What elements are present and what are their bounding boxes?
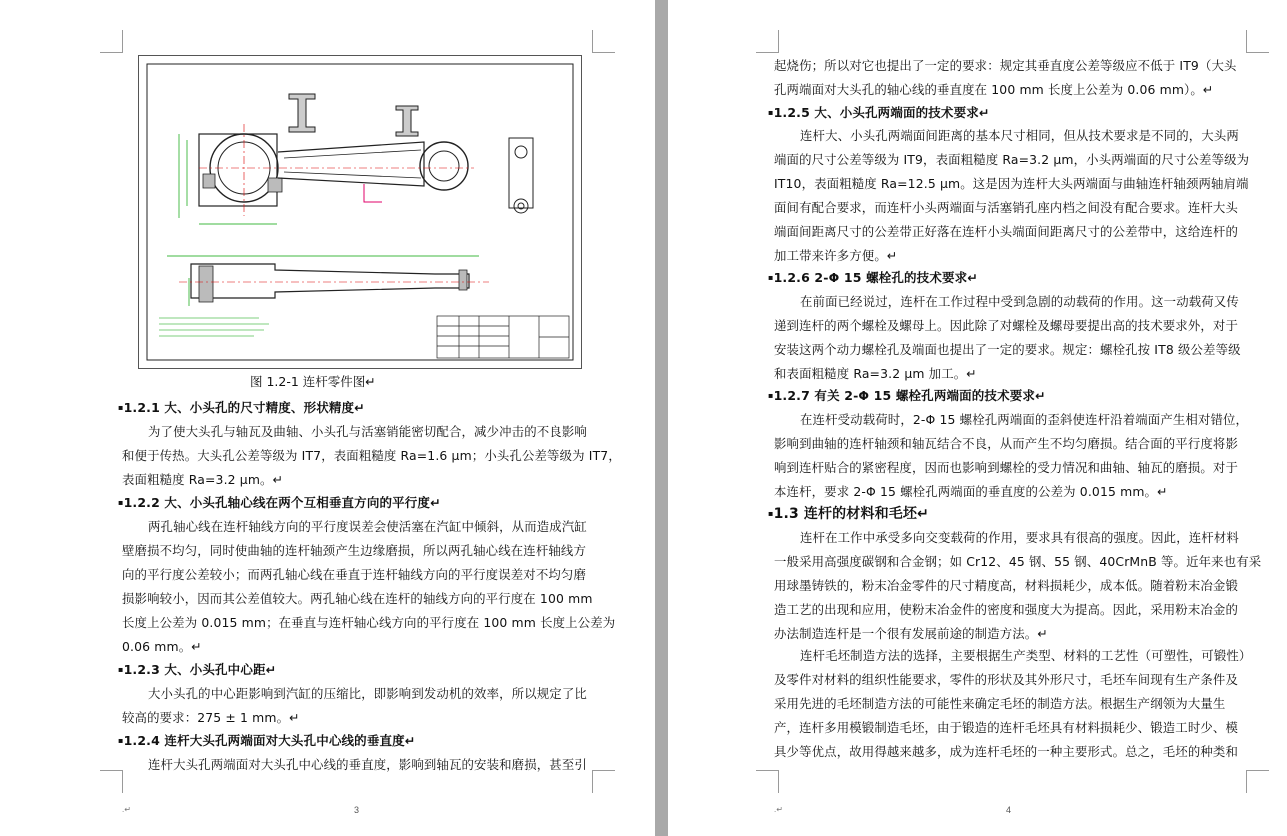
section-heading-1-2-1: ▪1.2.1 大、小头孔的尺寸精度、形状精度↵ bbox=[118, 400, 365, 415]
paragraph-line: 连杆在工作中承受多向交变载荷的作用，要求具有很高的强度。因此，连杆材料 bbox=[800, 530, 1239, 545]
paragraph-line: 本连杆，要求 2-Φ 15 螺栓孔两端面的垂直度的公差为 0.015 mm。↵ bbox=[774, 484, 1168, 499]
section-heading-1-2-5: ▪1.2.5 大、小头孔两端面的技术要求↵ bbox=[768, 105, 990, 120]
page-number: 4 bbox=[1006, 805, 1012, 815]
page-right bbox=[668, 0, 1287, 836]
paragraph-line: 连杆毛坯制造方法的选择，主要根据生产类型、材料的工艺性（可塑性，可锻性） bbox=[800, 648, 1252, 663]
paragraph-line: 向的平行度公差较小；而两孔轴心线在垂直于连杆轴线方向的平行度误差对不均匀磨 bbox=[122, 567, 587, 582]
page-number: 3 bbox=[354, 805, 360, 815]
corner-mark bbox=[100, 770, 123, 793]
corner-mark bbox=[592, 30, 615, 53]
paragraph-line: 0.06 mm。↵ bbox=[122, 639, 202, 654]
corner-mark bbox=[1246, 770, 1269, 793]
footer-mark: .↵ bbox=[774, 805, 783, 814]
corner-mark bbox=[756, 770, 779, 793]
section-heading-1-2-2: ▪1.2.2 大、小头孔轴心线在两个互相垂直方向的平行度↵ bbox=[118, 495, 441, 510]
section-heading-1-2-7: ▪1.2.7 有关 2-Φ 15 螺栓孔两端面的技术要求↵ bbox=[768, 388, 1046, 403]
connecting-rod-drawing bbox=[138, 55, 582, 369]
paragraph-line: 和表面粗糙度 Ra=3.2 μm 加工。↵ bbox=[774, 366, 977, 381]
paragraph-line: 面间有配合要求，而连杆小头两端面与活塞销孔座内档之间没有配合要求。连杆大头 bbox=[774, 200, 1239, 215]
paragraph-line: 损影响较小，因而其公差值较大。两孔轴心线在连杆的轴线方向的平行度在 100 mm bbox=[122, 591, 593, 606]
engineering-drawing-image bbox=[139, 56, 581, 368]
paragraph-line: 大小头孔的中心距影响到汽缸的压缩比，即影响到发动机的效率，所以规定了比 bbox=[148, 686, 587, 701]
paragraph-line: 用球墨铸铁的，粉末冶金零件的尺寸精度高，材料损耗少，成本低。随着粉末冶金锻 bbox=[774, 578, 1239, 593]
paragraph-line: 和便于传热。大头孔公差等级为 IT7，表面粗糙度 Ra=1.6 μm；小头孔公差等级为 IT7， bbox=[122, 448, 621, 463]
paragraph-line: 加工带来许多方便。↵ bbox=[774, 248, 898, 263]
paragraph-line: IT10，表面粗糙度 Ra=12.5 μm。这是因为连杆大头两端面与曲轴连杆轴颈两轴肩端 bbox=[774, 176, 1249, 191]
paragraph-line: 响到连杆贴合的紧密程度，因而也影响到螺栓的受力情况和曲轴、轴瓦的磨损。对于 bbox=[774, 460, 1239, 475]
paragraph-line: 两孔轴心线在连杆轴线方向的平行度误差会使活塞在汽缸中倾斜，从而造成汽缸 bbox=[148, 519, 587, 534]
paragraph-line: 采用先进的毛坯制造方法的可能性来确定毛坯的制造方法。根据生产纲领为大量生 bbox=[774, 696, 1226, 711]
paragraph-line: 具少等优点，故用得越来越多，成为连杆毛坯的一种主要形式。总之，毛坯的种类和 bbox=[774, 744, 1239, 759]
paragraph-line: 端面间距离尺寸的公差带正好落在连杆小头端面间距离尺寸的公差带中，这给连杆的 bbox=[774, 224, 1239, 239]
section-heading-1-3: ▪1.3 连杆的材料和毛坯↵ bbox=[768, 506, 929, 522]
paragraph-line: 表面粗糙度 Ra=3.2 μm。↵ bbox=[122, 472, 284, 487]
paragraph-line: 安装这两个动力螺栓孔及端面也提出了一定的要求。规定：螺栓孔按 IT8 级公差等级 bbox=[774, 342, 1241, 357]
corner-mark bbox=[1246, 30, 1269, 53]
paragraph-line: 一般采用高强度碳钢和合金钢；如 Cr12、45 钢、55 钢、40CrMnB 等。近年来也有采 bbox=[774, 554, 1262, 569]
paragraph-line: 在前面已经说过，连杆在工作过程中受到急剧的动载荷的作用。这一动载荷又传 bbox=[800, 294, 1239, 309]
paragraph-line: 连杆大头孔两端面对大头孔中心线的垂直度，影响到轴瓦的安装和磨损，甚至引 bbox=[148, 757, 587, 772]
corner-mark bbox=[100, 30, 123, 53]
paragraph-line: 为了使大头孔与轴瓦及曲轴、小头孔与活塞销能密切配合，减少冲击的不良影响 bbox=[148, 424, 587, 439]
paragraph-line: 端面的尺寸公差等级为 IT9，表面粗糙度 Ra=3.2 μm，小头两端面的尺寸公差等级为 bbox=[774, 152, 1250, 167]
paragraph-line: 较高的要求：275 ± 1 mm。↵ bbox=[122, 710, 300, 725]
section-heading-1-2-4: ▪1.2.4 连杆大头孔两端面对大头孔中心线的垂直度↵ bbox=[118, 733, 416, 748]
paragraph-line: 产，连杆多用模锻制造毛坯，由于锻造的连杆毛坯具有材料损耗少、锻造工时少、模 bbox=[774, 720, 1239, 735]
paragraph-line: 起烧伤；所以对它也提出了一定的要求：规定其垂直度公差等级应不低于 IT9（大头 bbox=[774, 58, 1237, 73]
paragraph-line: 递到连杆的两个螺栓及螺母上。因此除了对螺栓及螺母要提出高的技术要求外，对于 bbox=[774, 318, 1239, 333]
paragraph-line: 连杆大、小头孔两端面间距离的基本尺寸相同，但从技术要求是不同的，大头两 bbox=[800, 128, 1239, 143]
paragraph-line: 影响到曲轴的连杆轴颈和轴瓦结合不良，从而产生不均匀磨损。结合面的平行度将影 bbox=[774, 436, 1239, 451]
paragraph-line: 及零件对材料的组织性能要求，零件的形状及其外形尺寸，毛坯车间现有生产条件及 bbox=[774, 672, 1239, 687]
section-heading-1-2-6: ▪1.2.6 2-Φ 15 螺栓孔的技术要求↵ bbox=[768, 270, 978, 285]
paragraph-line: 长度上公差为 0.015 mm；在垂直与连杆轴心线方向的平行度在 100 mm 长度上公差为 bbox=[122, 615, 616, 630]
paragraph-line: 壁磨损不均匀，同时使曲轴的连杆轴颈产生边缘磨损，所以两孔轴心线在连杆轴线方 bbox=[122, 543, 587, 558]
footer-mark: .↵ bbox=[122, 805, 131, 814]
corner-mark bbox=[592, 770, 615, 793]
section-heading-1-2-3: ▪1.2.3 大、小头孔中心距↵ bbox=[118, 662, 277, 677]
paragraph-line: 办法制造连杆是一个很有发展前途的制造方法。↵ bbox=[774, 626, 1048, 641]
paragraph-line: 孔两端面对大头孔的轴心线的垂直度在 100 mm 长度上公差为 0.06 mm）。↵ bbox=[774, 82, 1214, 97]
paragraph-line: 造工艺的出现和应用，使粉末冶金件的密度和强度大为提高。因此，采用粉末冶金的 bbox=[774, 602, 1239, 617]
paragraph-line: 在连杆受动载荷时，2-Φ 15 螺栓孔两端面的歪斜使连杆沿着端面产生相对错位， bbox=[800, 412, 1249, 427]
figure-caption: 图 1.2-1 连杆零件图↵ bbox=[250, 374, 376, 389]
corner-mark bbox=[756, 30, 779, 53]
